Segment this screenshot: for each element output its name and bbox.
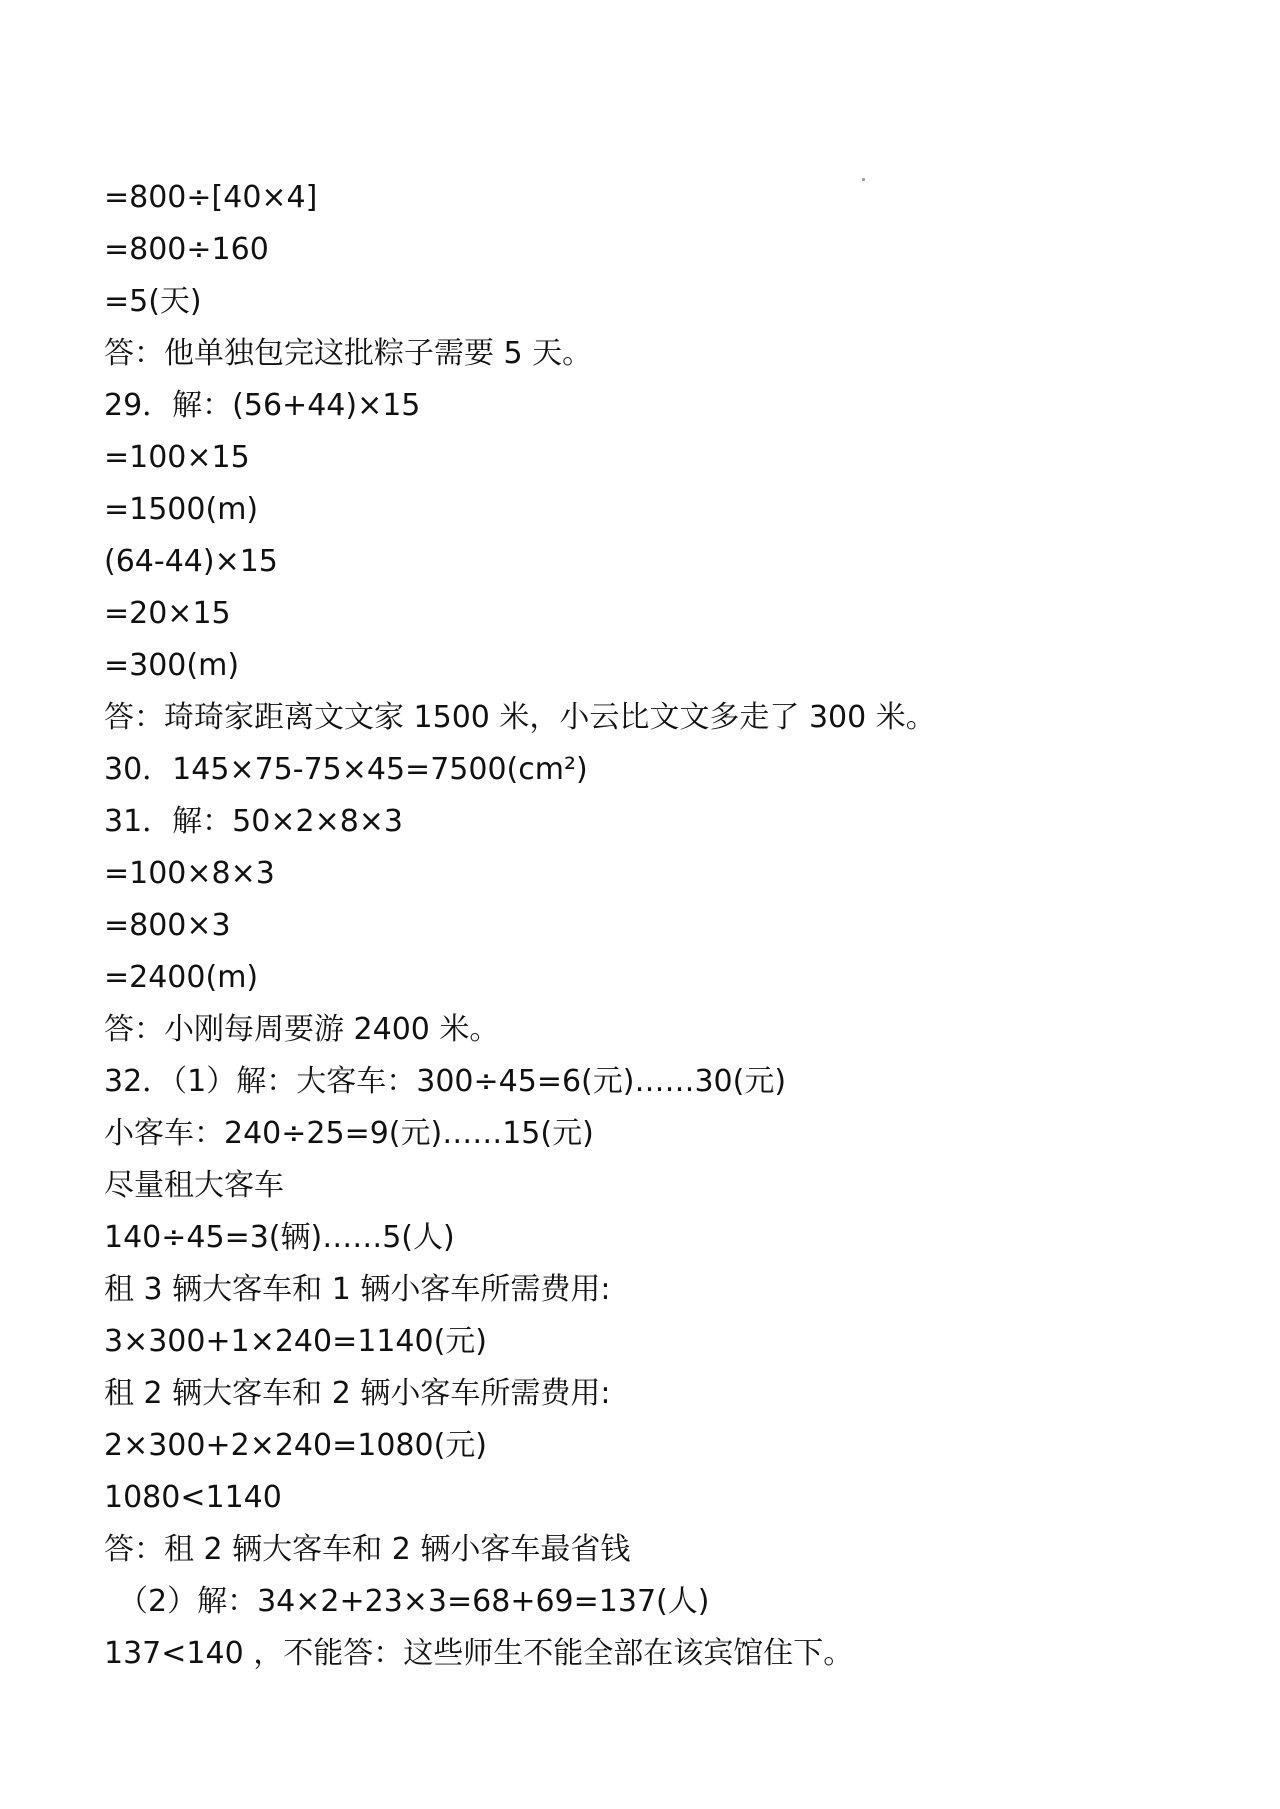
text-line: 租 3 辆大客车和 1 辆小客车所需费用: [104,1272,611,1307]
answer-line: 答：琦琦家距离文文家 1500 米，小云比文文多走了 300 米。 [104,700,936,735]
text-line: =300(m) [104,648,240,683]
problem-32-line: 32．（1）解：大客车：300÷45=6(元)……30(元) [104,1064,787,1099]
text-line: =5(天) [104,284,202,319]
problem-29-line: 29．解：(56+44)×15 [104,388,421,423]
text-line: (64-44)×15 [104,544,278,579]
answer-line: 答：他单独包完这批粽子需要 5 天。 [104,336,593,371]
text-line: 租 2 辆大客车和 2 辆小客车所需费用: [104,1376,611,1411]
text-line: =100×15 [104,440,250,475]
text-line: 尽量租大客车 [104,1168,284,1203]
text-line: 1080<1140 [104,1480,282,1515]
solution-text [104,172,1204,1680]
problem-31-line: 31．解：50×2×8×3 [104,804,404,839]
text-line: 140÷45=3(辆)……5(人) [104,1220,455,1255]
text-line: 3×300+1×240=1140(元) [104,1324,487,1359]
answer-line: 答：小刚每周要游 2400 米。 [104,1012,500,1047]
text-line: =2400(m) [104,960,259,995]
answer-line: 137<140 ，不能答：这些师生不能全部在该宾馆住下。 [104,1636,854,1671]
text-line: =800÷[40×4] [104,180,318,215]
text-line: 2×300+2×240=1080(元) [104,1428,487,1463]
text-line: =800÷160 [104,232,269,267]
text-line: 小客车：240÷25=9(元)……15(元) [104,1116,594,1151]
text-line: =20×15 [104,596,231,631]
text-line: （2）解：34×2+23×3=68+69=137(人) [118,1584,710,1619]
text-line: =100×8×3 [104,856,275,891]
text-line: =800×3 [104,908,231,943]
text-line: =1500(m) [104,492,259,527]
answer-line: 答：租 2 辆大客车和 2 辆小客车最省钱 [104,1532,631,1567]
problem-30-line: 30．145×75-75×45=7500(cm²) [104,752,588,787]
